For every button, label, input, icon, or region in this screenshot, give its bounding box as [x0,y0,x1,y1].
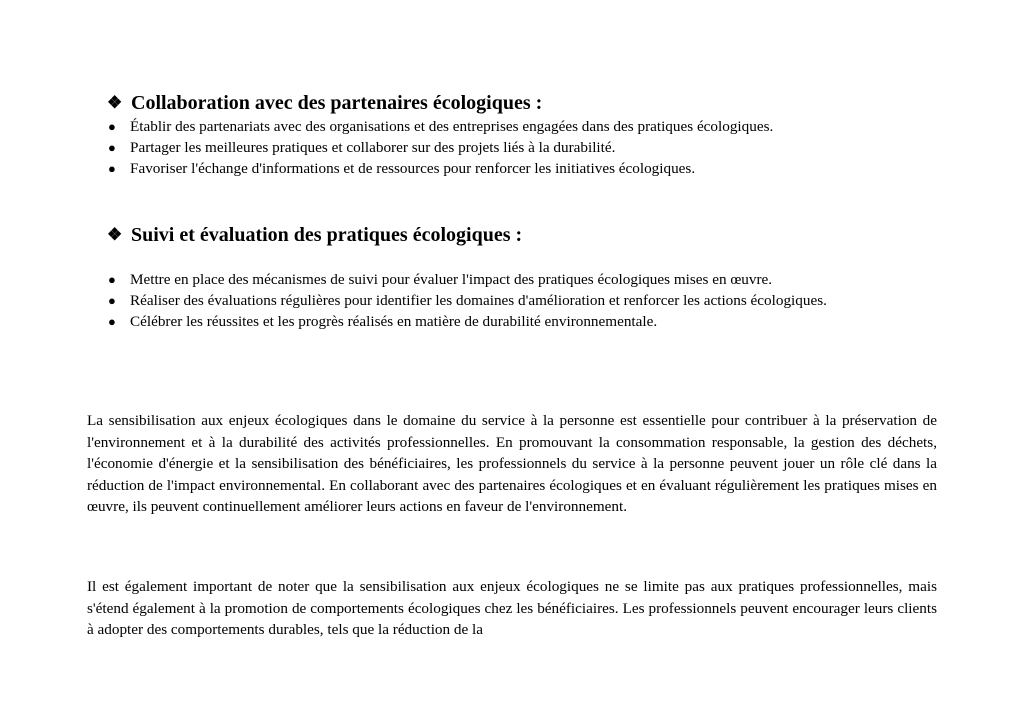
list-item [107,311,957,332]
bullet-icon: ● [108,272,116,287]
section-heading [107,223,957,247]
section-suivi [107,223,957,332]
bullet-list [107,116,957,179]
section-heading-text: Suivi et évaluation des pratiques écologiques : [131,224,523,246]
list-item-text: Favoriser l'échange d'informations et de ressources pour renforcer les initiatives écologiques. [130,160,696,177]
list-item-text: Mettre en place des mécanismes de suivi pour évaluer l'impact des pratiques écologiques mises en œuvre. [130,271,773,288]
diamond-icon: ❖ [107,225,123,244]
section-heading-text: Collaboration avec des partenaires écologiques : [131,92,543,114]
list-item [107,137,957,158]
body-paragraph: Il est également important de noter que la sensibilisation aux enjeux écologiques ne se limite pas aux pratiques professionnelles, mais s'étend également à la promotion de comportements écologiques chez les bénéficiaires. Les professionnels peuvent encourager leurs clients à adopter des comportements durables, tels que la réduction de la [87,578,937,639]
list-item [107,269,957,290]
bullet-icon: ● [108,314,116,329]
list-item [107,290,957,311]
body-paragraph: La sensibilisation aux enjeux écologiques dans le domaine du service à la personne est essentielle pour contribuer à la préservation de l'environnement et à la durabilité des activités professionnelles. En promouvant la consommation responsable, la gestion des déchets, l'économie d'énergie et la sensibilisation des bénéficiaires, les professionnels du service à la personne peuvent jouer un rôle clé dans la réduction de l'impact environnemental. En collaborant avec des partenaires écologiques et en évaluant régulièrement les pratiques mises en œuvre, ils peuvent continuellement améliorer leurs actions en faveur de l'environnement. [87,412,937,516]
section-collaboration [107,91,957,179]
list-item-text: Établir des partenariats avec des organisations et des entreprises engagées dans des pratiques écologiques. [130,118,774,135]
list-item-text: Partager les meilleures pratiques et collaborer sur des projets liés à la durabilité. [130,139,616,156]
bullet-icon: ● [108,119,116,134]
bullet-icon: ● [108,140,116,155]
diamond-icon: ❖ [107,93,123,112]
bullet-icon: ● [108,161,116,176]
bullet-icon: ● [108,293,116,308]
bullet-list [107,269,957,332]
list-item [107,158,957,179]
list-item-text: Célébrer les réussites et les progrès réalisés en matière de durabilité environnementale. [130,313,658,330]
section-heading [107,91,957,115]
list-item-text: Réaliser des évaluations régulières pour identifier les domaines d'amélioration et renforcer les actions écologiques. [130,292,827,309]
list-item [107,116,957,137]
